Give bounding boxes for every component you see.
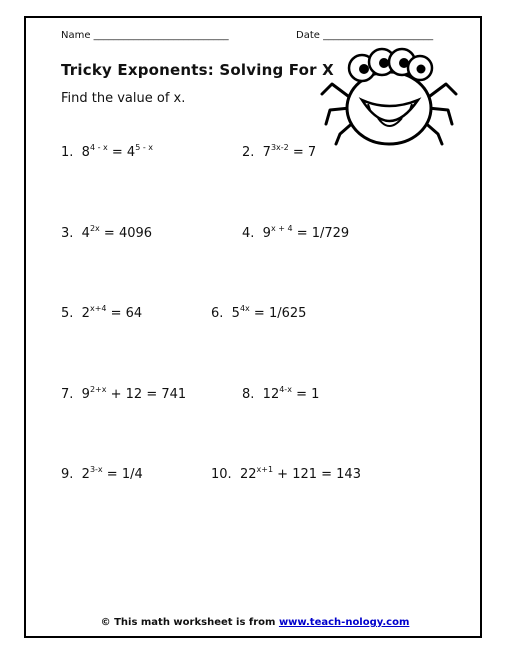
base: 2 — [81, 467, 90, 482]
equation-rest: = 1/729 — [292, 226, 350, 241]
equation-rest: = 1/4 — [102, 467, 143, 482]
footer-text: © This math worksheet is from — [100, 617, 279, 628]
equation-rest: = 4096 — [99, 226, 153, 241]
base: 8 — [81, 145, 90, 160]
exponent: 5 - x — [135, 143, 153, 152]
problem-number: 7. — [61, 387, 74, 402]
equation-rest: = 7 — [288, 145, 317, 160]
problem-number: 1. — [61, 145, 74, 160]
copyright-footer — [0, 617, 510, 628]
exponent: x+4 — [89, 304, 107, 313]
problem-3 — [61, 226, 152, 241]
exponent: 4-x — [279, 385, 292, 394]
problem-5 — [61, 306, 142, 321]
equation-rest: + 121 = 143 — [273, 467, 361, 482]
base: 4 — [81, 226, 90, 241]
exponent: x + 4 — [270, 224, 293, 233]
problem-number: 9. — [61, 467, 74, 482]
problem-7 — [61, 387, 186, 402]
problem-number: 4. — [242, 226, 255, 241]
problem-1 — [61, 145, 153, 160]
base: 5 — [231, 306, 240, 321]
base: 9 — [81, 387, 90, 402]
problem-4 — [242, 226, 349, 241]
problem-number: 3. — [61, 226, 74, 241]
date-field-line[interactable]: Date ______________________ — [296, 30, 434, 41]
footer-link[interactable]: www.teach-nology.com — [278, 617, 410, 628]
problem-number: 10. — [211, 467, 232, 482]
base: 2 — [81, 306, 90, 321]
name-field-line[interactable]: Name ___________________________ — [61, 30, 229, 41]
problem-6 — [211, 306, 306, 321]
base: 7 — [262, 145, 271, 160]
equation-rest: = 64 — [106, 306, 143, 321]
equation-rest: = 1 — [291, 387, 320, 402]
worksheet-title: Tricky Exponents: Solving For X — [61, 61, 334, 79]
problem-9 — [61, 467, 143, 482]
exponent: x+1 — [256, 465, 274, 474]
equation-rest: = 1/625 — [249, 306, 307, 321]
exponent: 2x — [89, 224, 100, 233]
exponent: 3x-2 — [270, 143, 289, 152]
exponent: 4x — [239, 304, 250, 313]
problem-number: 8. — [242, 387, 255, 402]
problem-2 — [242, 145, 316, 160]
equation-middle: = 4 — [107, 145, 136, 160]
problem-10 — [211, 467, 361, 482]
problem-number: 5. — [61, 306, 74, 321]
base: 9 — [262, 226, 271, 241]
instructions: Find the value of x. — [61, 91, 186, 106]
spider-mascot-icon — [318, 38, 460, 148]
problem-number: 2. — [242, 145, 255, 160]
base: 12 — [262, 387, 280, 402]
base: 22 — [239, 467, 257, 482]
exponent: 2+x — [89, 385, 107, 394]
exponent: 3-x — [89, 465, 103, 474]
problem-number: 6. — [211, 306, 224, 321]
equation-rest: + 12 = 741 — [106, 387, 187, 402]
problem-8 — [242, 387, 319, 402]
exponent: 4 - x — [89, 143, 108, 152]
